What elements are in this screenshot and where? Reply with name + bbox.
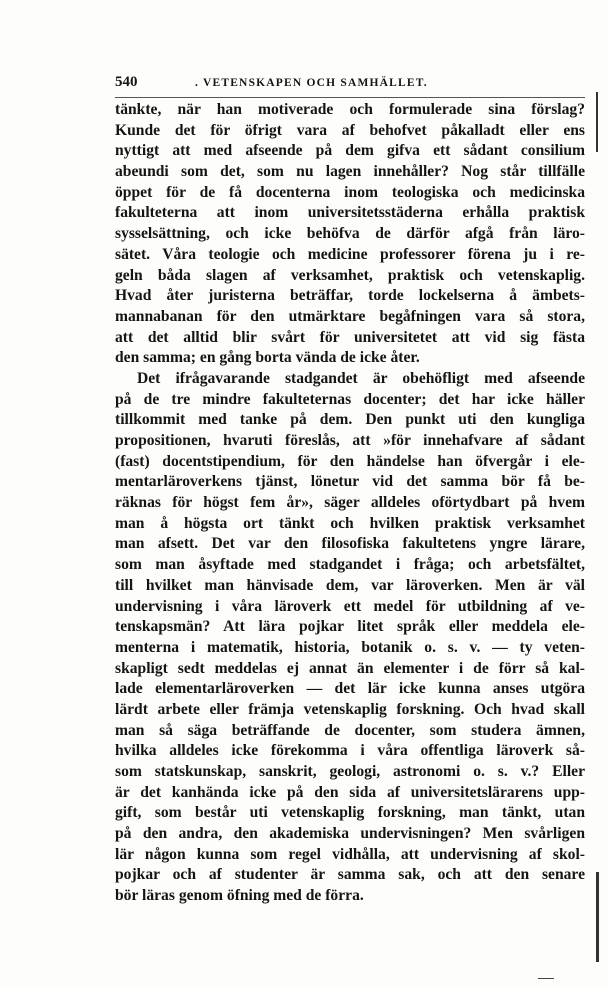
text-line: geln båda slagen af verksamhet, praktisk och vetenskaplig. [115,266,585,284]
text-line: räknas för högst fem år», säger alldeles oförtydbart på hvem [115,494,585,512]
text-line: mentarläroverkens tjänst, lönetur vid det samma bör få be- [115,473,585,491]
page-header [115,74,585,98]
text-line: lär någon kunna som regel vidhålla, att undervisning af skol- [115,845,585,863]
body-text [115,100,585,907]
text-line: på de tre mindre fakulteternas docenter; det har icke häller [115,390,585,408]
text-line: bör läras genom öfning med de förra. [115,887,364,905]
text-line: man å högsta ort tänkt och hvilken praktisk verksamhet [115,514,585,532]
text-line: menterna i matematik, historia, botanik o. s. v. — ty veten- [115,638,585,656]
text-line: Hvad åter juristerna beträffar, torde lockelserna å ämbets- [115,287,585,305]
text-line: är det kanhända icke på den sida af universitetslärarens upp- [115,783,585,801]
scan-edge-mark [596,872,599,962]
text-line: tillkommit med tanke på dem. Den punkt uti den kungliga [115,411,585,429]
text-line: pojkar och af studenter är samma sak, och att den senare [115,866,585,884]
text-line: man så säga beträffande de docenter, som studera ämnen, [115,721,585,739]
text-line: som statskunskap, sanskrit, geologi, astronomi o. s. v.? Eller [115,763,585,780]
text-line: sysselsättning, och icke behöfva de därför afgå från läro- [115,225,585,243]
text-line: hvilka alldeles icke förekomma i våra offentliga läroverk så- [115,742,585,760]
text-line: nyttigt att med afseende på dem gifva ett sådant consilium [115,142,585,160]
text-line: Kunde det för öfrigt vara af behofvet påkalladt eller ens [115,121,585,139]
text-line: lärdt arbete eller främja vetenskaplig forskning. Och hvad skall [115,700,585,718]
scan-stray-mark [538,978,554,979]
text-line: som man åsyftade med stadgandet i fråga; och arbetsfältet, [115,556,585,574]
text-line: skapligt sedt meddelas ej annat än elementer i de förr så kal- [115,659,585,677]
text-line: undervisning i våra läroverk ett medel för utbildning af ve- [115,597,585,615]
text-line: abeundi som det, som nu lagen innehåller? Nog står tillfälle [115,163,585,181]
text-line: gift, som består uti vetenskaplig forskning, man tänkt, utan [115,804,585,822]
text-line: mannabanan för den utmärktare begåfningen vara så stora, [115,307,585,325]
scan-edge-mark [596,92,598,152]
running-title: . VETENSKAPEN OCH SAMHÄLLET. [195,77,428,89]
text-line: att det alltid blir svårt för universitetet att vid sig fästa [115,328,585,346]
text-line: tänkte, när han motiverade och formulerade sina förslag? [115,101,585,118]
page-number: 540 [115,74,138,90]
text-line: man afsett. Det var den filosofiska fakultetens yngre lärare, [115,535,585,553]
text-line: tenskapsmän? Att lära pojkar litet språk eller meddela ele- [115,618,585,636]
text-line: fakulteterna att inom universitetsstäderna erhålla praktisk [115,204,585,222]
text-line: på den andra, den akademiska undervisningen? Men svårligen [115,825,585,843]
text-line: öppet för de få docenterna inom teologiska och medicinska [115,183,585,201]
text-line: den samma; en gång borta vända de icke åter. [115,349,420,367]
text-line: sätet. Våra teologie och medicine professorer förena ju i re- [115,245,585,263]
text-line: lade elementarläroverken — det lär icke kunna anses utgöra [115,680,585,698]
paragraph-start-line: Det ifrågavarande stadgandet är obehöfligt med afseende [137,369,585,387]
text-line: (fast) docentstipendium, för den händelse han öfvergår i ele- [115,452,585,470]
text-line: till hvilket man hänvisade dem, var läroverken. Men är väl [115,576,585,594]
text-line: propositionen, hvaruti föreslås, att »för innehafvare af sådant [115,432,585,449]
